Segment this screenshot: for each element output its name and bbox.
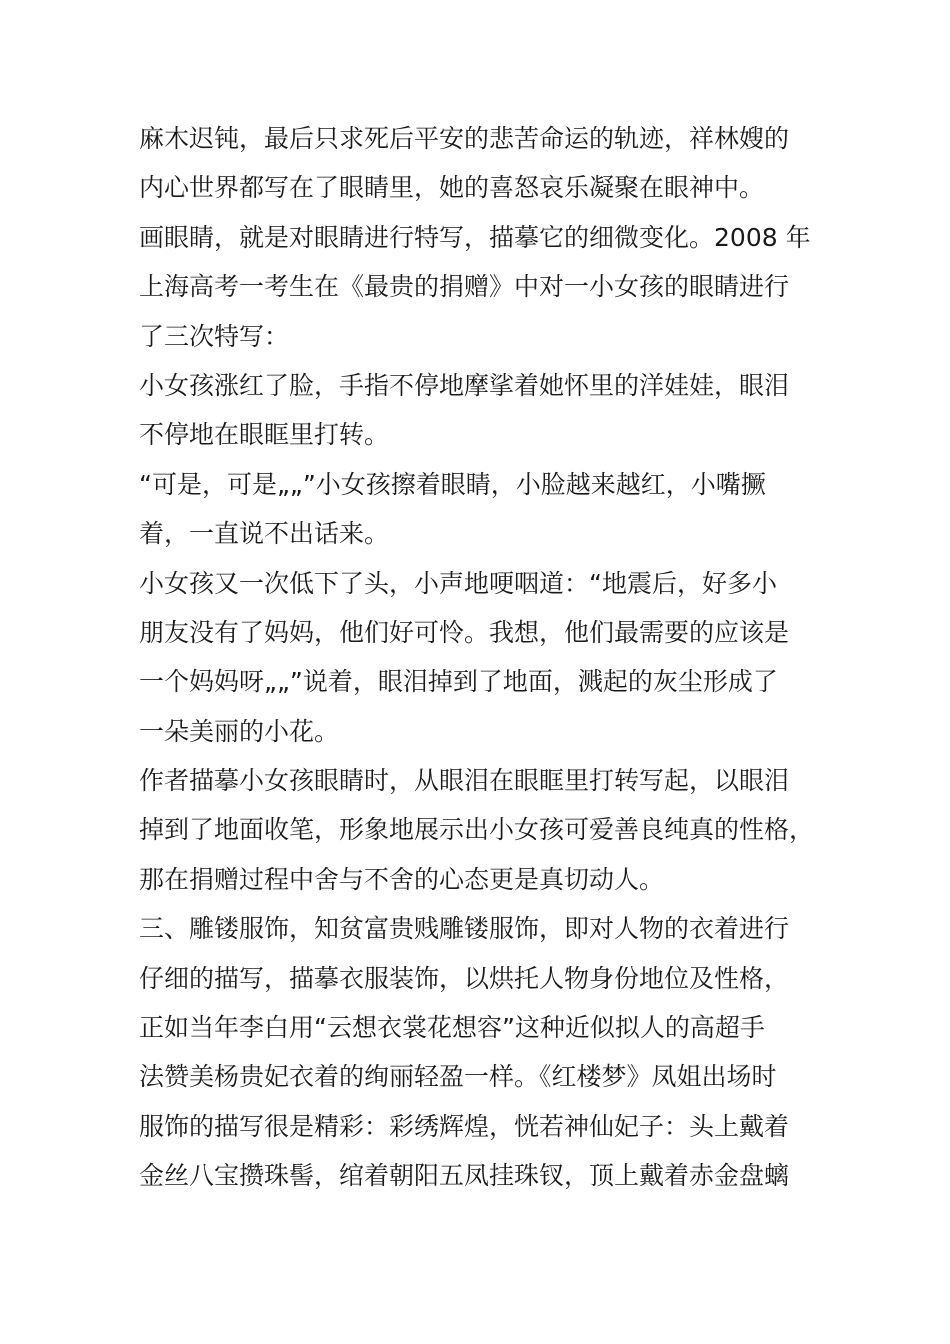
text-line: 金丝八宝攒珠髻，绾着朝阳五凤挂珠钗，顶上戴着赤金盘螭 xyxy=(139,1161,790,1191)
text-line: 一朵美丽的小花。 xyxy=(139,716,340,746)
text-line: 那在捐赠过程中舍与不舍的心态更是真切动人。 xyxy=(139,864,665,894)
text-line: 朋友没有了妈妈，他们好可怜。我想，他们最需要的应该是 xyxy=(139,617,790,647)
text-line: 上海高考一考生在《最贵的捐赠》中对一小女孩的眼睛进行 xyxy=(139,272,790,302)
text-line: 不停地在眼眶里打转。 xyxy=(139,420,390,450)
text-line: 作者描摹小女孩眼睛时，从眼泪在眼眶里打转写起，以眼泪 xyxy=(139,766,790,796)
text-line: 法赞美杨贵妃衣着的绚丽轻盈一样。《红楼梦》凤姐出场时 xyxy=(139,1062,777,1092)
text-line: 仔细的描写，描摹衣服装饰，以烘托人物身份地位及性格， xyxy=(139,963,790,993)
text-line: 服饰的描写很是精彩：彩绣辉煌，恍若神仙妃子：头上戴着 xyxy=(139,1111,790,1141)
text-line: 内心世界都写在了眼睛里，她的喜怒哀乐凝聚在眼神中。 xyxy=(139,173,765,203)
text-line: 麻木迟钝，最后只求死后平安的悲苦命运的轨迹，祥林嫂的 xyxy=(139,124,790,153)
text-line: 三、雕镂服饰，知贫富贵贱雕镂服饰，即对人物的衣着进行 xyxy=(139,914,790,944)
text-line: 小女孩又一次低下了头，小声地哽咽道：“地震后，好多小 xyxy=(139,568,777,598)
body-text xyxy=(139,114,819,1201)
text-line: 了三次特写： xyxy=(139,321,290,351)
text-line: “可是，可是„„”小女孩擦着眼睛，小脸越来越红，小嘴撅 xyxy=(139,469,766,499)
text-line: 一个妈妈呀„„”说着，眼泪掉到了地面，溅起的灰尘形成了 xyxy=(139,667,778,697)
text-line: 着，一直说不出话来。 xyxy=(139,519,390,549)
text-line: 正如当年李白用“云想衣裳花想容”这种近似拟人的高超手 xyxy=(139,1013,765,1043)
text-line: 画眼睛，就是对眼睛进行特写，描摹它的细微变化。2008 年 xyxy=(139,222,811,252)
text-line: 掉到了地面收笔，形象地展示出小女孩可爱善良纯真的性格， xyxy=(139,815,815,845)
text-line: 小女孩涨红了脸，手指不停地摩挲着她怀里的洋娃娃，眼泪 xyxy=(139,370,790,400)
